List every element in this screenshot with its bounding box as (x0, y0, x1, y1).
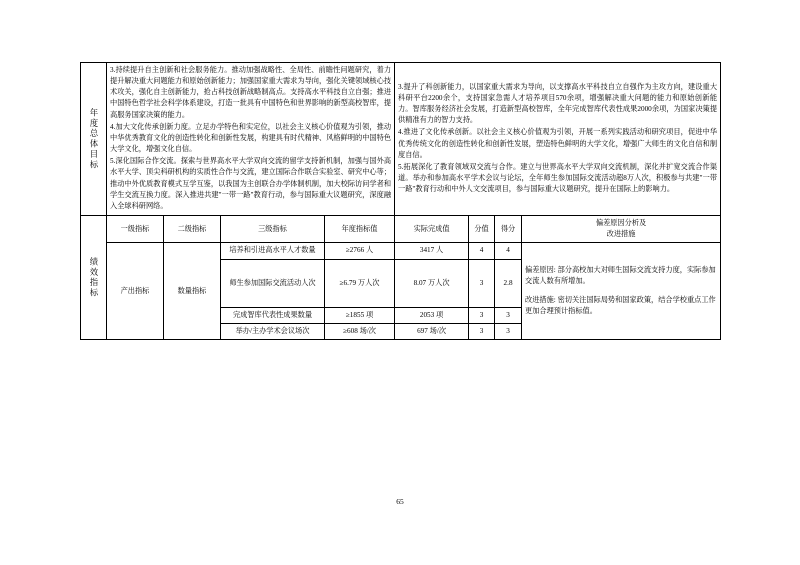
cell-target: ≥1855 项 (325, 307, 395, 323)
cell-level1: 产出指标 (107, 243, 164, 340)
page-number: 65 (396, 497, 404, 506)
column-header-level3: 三级指标 (221, 216, 325, 243)
column-header-score-value: 分值 (469, 216, 495, 243)
goal-right-column (395, 63, 721, 216)
goal-left-column (107, 63, 395, 216)
cell-score-value: 4 (469, 243, 495, 259)
cell-actual: 2053 项 (395, 307, 469, 323)
column-header-level1: 一级指标 (107, 216, 164, 243)
column-header-target: 年度指标值 (325, 216, 395, 243)
performance-table (80, 62, 721, 340)
cell-target: ≥6.79 万人次 (325, 259, 395, 307)
goal-left-p1: 3.持续提升自主创新和社会服务能力。推动加强战略性、全局性、前瞻性问题研究，着力提升解决重大问题能力和原始创新能力；加强国家重大需求为导向，强化关键领域核心技术攻关，强化自主创新能力，抢占科技创新战略制高点。支持高水平科技自立自强；推进中国特色哲学社会科学体系建设，打造一批具有中国特色和世界影响的新型高校智库，提高服务国家决策的能力。 (110, 66, 392, 119)
cell-score-value: 3 (469, 323, 495, 339)
column-header-score: 得分 (495, 216, 522, 243)
goal-right-p3: 5.拓展深化了教育领域双交流与合作。建立与世界高水平大学双向交流机制，深化并扩宽交流合作渠道。举办和参加高水平学术会议与论坛，全年师生参加国际交流活动超8万人次，积极参与共建"一带一路"教育行动和中外人文交流项目，参与国际重大议题研究，提升在国际上的影响力。 (398, 162, 718, 194)
cell-actual: 697 场/次 (395, 323, 469, 339)
cell-level2: 数量指标 (164, 243, 221, 340)
cell-actual: 3417 人 (395, 243, 469, 259)
cell-target: ≥2766 人 (325, 243, 395, 259)
column-header-deviation (522, 216, 721, 243)
cell-metric-name: 完成智库代表性成果数量 (221, 307, 325, 323)
cell-score: 2.8 (495, 259, 522, 307)
cell-target: ≥608 场/次 (325, 323, 395, 339)
cell-score: 4 (495, 243, 522, 259)
goal-right-p1: 3.提升了科创新能力，以国家重大需求为导向，以支撑高水平科技自立自强作为主攻方向，建设重大科研平台2200余个，支持国家急需人才培养项目570余项，增强解决重大问题的能力和原始创新能力。智库服务经济社会发展，打造新型高校智库，全年完成智库代表性成果2000余项，为国家决策提供精准有力的智力支持。 (398, 82, 718, 125)
deviation-reason: 偏差原因: 部分高校加大对师生国际交流支持力度，实际参加交流人数有所增加。 (525, 265, 716, 285)
cell-actual: 8.07 万人次 (395, 259, 469, 307)
cell-score-value: 3 (469, 259, 495, 307)
table-header-row (81, 216, 721, 243)
deviation-header-line1: 偏差原因分析及 (595, 219, 647, 228)
column-header-level2: 二级指标 (164, 216, 221, 243)
table-row (81, 243, 721, 259)
deviation-header-line2: 改进措施 (606, 230, 636, 239)
deviation-measure: 改进措施: 密切关注国际局势和国家政策，结合学校重点工作更加合理预计指标值。 (525, 296, 716, 316)
cell-score-value: 3 (469, 307, 495, 323)
goal-right-p2: 4.推进了文化传承创新。以社会主义核心价值观为引领，开展一系列实践活动和研究项目，促进中华优秀传统文化的创造性转化和创新性发展，塑造特色鲜明的大学文化，增强广大师生的文化自信和制度自信。 (398, 128, 718, 159)
row-label-performance-indicator: 绩效指标 (81, 216, 107, 340)
cell-metric-name: 师生参加国际交流活动人次 (221, 259, 325, 307)
cell-deviation-note (522, 243, 721, 340)
row-label-annual-goal: 年度总体目标 (81, 63, 107, 216)
goal-left-p3: 5.深化国际合作交流。探索与世界高水平大学双向交流的留学支持新机制，加强与国外高水平大学、顶尖科研机构的实质性合作与交流，建立国际合作联合实验室、研究中心等；推动中外优质教育模式互学互鉴，以我国为主创联合办学体制机制，加大校际访问学者和学生交流互换力度。深入推进共建"一带一路"教育行动，参与国际重大议题研究，深度融入全球科研网络。 (110, 157, 392, 210)
goal-row (81, 63, 721, 216)
cell-score: 3 (495, 307, 522, 323)
report-sheet (80, 62, 720, 340)
goal-left-p2: 4.加大文化传承创新力度。立足办学特色和实定位，以社会主义核心价值观为引领，推动中华优秀教育文化的创造性转化和创新性发展，构建具有时代精神、风格鲜明的中国特色大学文化，增强文化自信。 (110, 122, 392, 154)
cell-metric-name: 培养和引进高水平人才数量 (221, 243, 325, 259)
column-header-actual: 实际完成值 (395, 216, 469, 243)
cell-metric-name: 举办/主办学术会议场次 (221, 323, 325, 339)
cell-score: 3 (495, 323, 522, 339)
